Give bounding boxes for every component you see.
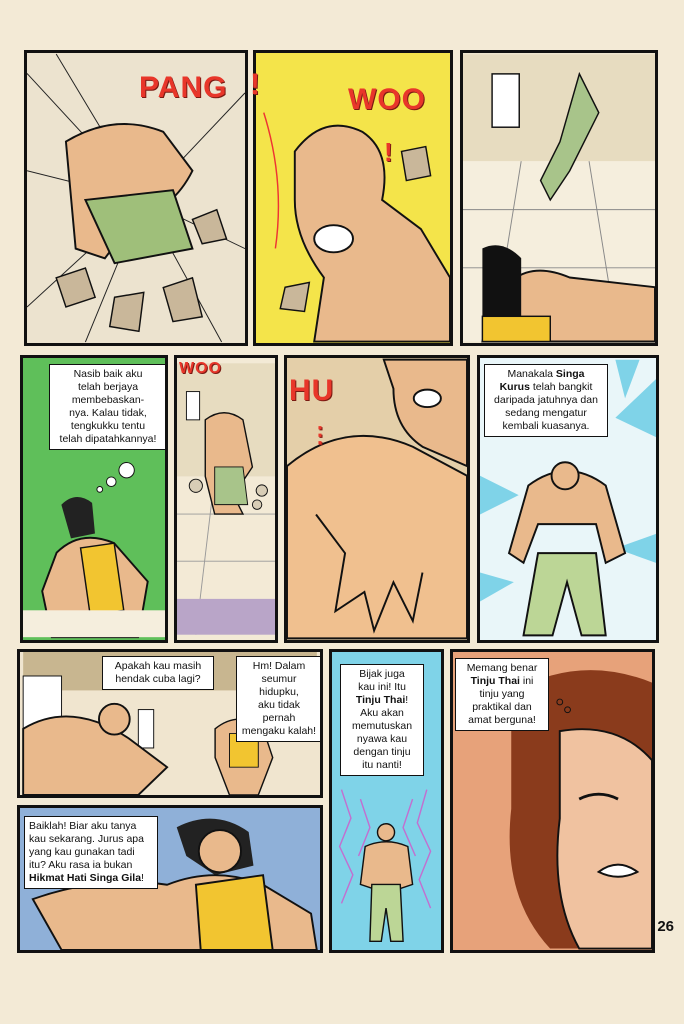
bubble-line: aku tidak pernah	[257, 699, 301, 724]
bubble-line: telah dipatahkannya!	[59, 433, 157, 445]
bubble-line: hendak cuba lagi?	[115, 673, 201, 685]
name-singa: Singa	[555, 368, 585, 380]
speech-bubble-baiklah	[24, 816, 158, 889]
bubble-line-bold: Tinju Thai!	[355, 694, 409, 706]
panel-4-hero-thinking	[20, 355, 168, 643]
bubble-line: memutuskan	[351, 720, 413, 732]
bubble-line: Apakah kau masih	[114, 660, 202, 672]
sfx-hu: HU	[289, 374, 335, 407]
bubble-line: Aku akan	[360, 707, 404, 719]
bubble-line: Memang benar	[466, 662, 538, 674]
sfx-woo-2: WOO	[179, 360, 222, 377]
bubble-line-bold: Tinju Thai ini	[470, 675, 534, 687]
room-crash-artwork	[463, 53, 655, 343]
page-number: 26	[657, 918, 674, 935]
panel-10-singa-threat	[329, 649, 444, 953]
bubble-line: Hm! Dalam	[252, 660, 306, 672]
panel-8-confrontation	[17, 649, 323, 798]
technique-name: Tinju Thai	[470, 675, 520, 687]
caption-line-3: daripada jatuhnya dan	[494, 394, 598, 406]
caption-line-1: Manakala Singa	[507, 368, 585, 380]
panel-6-closeup-hu	[284, 355, 470, 643]
bubble-line: nya. Kalau tidak,	[69, 407, 147, 419]
name-kurus: Kurus	[499, 381, 530, 393]
bubble-line: dengan tinju	[353, 746, 411, 758]
bubble-line: yang kau gunakan tadi	[29, 846, 135, 858]
bubble-line: mengaku kalah!	[241, 725, 317, 737]
bubble-line: amat berguna!	[468, 714, 536, 726]
panel-5-room-woo	[174, 355, 278, 643]
bubble-line: itu nanti!	[362, 759, 402, 771]
speech-bubble-nasib	[49, 364, 167, 450]
sfx-pang-exclaim-outside: !	[250, 68, 261, 101]
technique-name: Hikmat Hati Singa Gila	[29, 872, 142, 884]
panel-2-yell-woo	[253, 50, 453, 346]
sfx-woo: WOO	[348, 83, 426, 116]
bubble-line: telah berjaya	[77, 381, 139, 393]
panel-11-hero-closeup	[450, 649, 655, 953]
caption-line-5: kembali kuasanya.	[502, 420, 590, 432]
caption-line-4: sedang mengatur	[505, 407, 587, 419]
bubble-line: tinju yang	[479, 688, 525, 700]
bubble-line: kau sekarang. Jurus apa	[29, 833, 144, 845]
bubble-line: Nasib baik aku	[73, 368, 143, 380]
bubble-line: itu? Aku rasa ia bukan	[29, 859, 133, 871]
panel-7-singa-kurus-rises	[477, 355, 659, 643]
speech-bubble-bijak	[340, 664, 424, 776]
sfx-pang: PANG	[139, 71, 228, 104]
bubble-line: Baiklah! Biar aku tanya	[29, 820, 137, 832]
bubble-line: seumur hidupku,	[259, 673, 299, 698]
panel-9-hero-asks	[17, 805, 323, 953]
bubble-line: membebaskan-	[71, 394, 145, 406]
caption-manakala	[484, 364, 608, 437]
bubble-line: kau ini! Itu	[358, 681, 406, 693]
bubble-line: Bijak juga	[359, 668, 405, 680]
bubble-line: nyawa kau	[356, 733, 408, 745]
bubble-line: praktikal dan	[472, 701, 532, 713]
panel-3-wall-crash	[460, 50, 658, 346]
bubble-line: tengkukku tentu	[70, 420, 146, 432]
room-fight-artwork	[177, 358, 275, 640]
sfx-hu-dots: ⋮	[309, 422, 332, 447]
panel-1-kick-explosion	[24, 50, 248, 346]
speech-bubble-hm	[236, 656, 322, 742]
speech-bubble-apakah	[102, 656, 214, 690]
speech-bubble-memang	[455, 658, 549, 731]
caption-line-2: Kurus telah bangkit	[499, 381, 593, 393]
technique-name: Tinju Thai	[355, 694, 406, 706]
sfx-woo-exclaim: !	[384, 137, 394, 167]
bubble-line-bold: Hikmat Hati Singa Gila!	[29, 872, 144, 884]
